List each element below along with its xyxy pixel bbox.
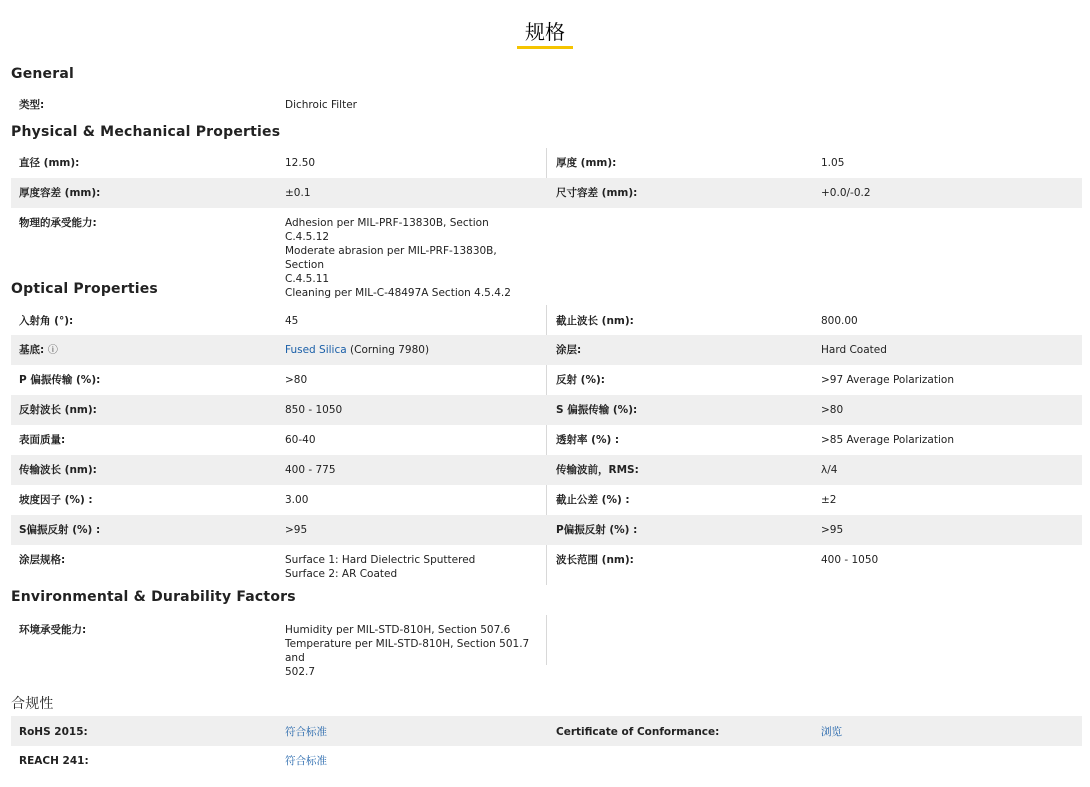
rohs-compliant-link[interactable]: 符合标准 — [285, 726, 327, 738]
spec-value-multiline — [285, 623, 535, 679]
section-heading-optical: Optical Properties — [11, 281, 158, 297]
spec-label: S偏振反射 (%) : — [19, 524, 101, 536]
spec-value: >95 — [821, 524, 844, 536]
table-row — [11, 615, 1082, 678]
section-heading-environmental: Environmental & Durability Factors — [11, 589, 296, 605]
spec-value: 850 - 1050 — [285, 404, 343, 416]
spec-value-line: Humidity per MIL-STD-810H, Section 507.6 — [285, 624, 511, 636]
spec-label: 物理的承受能力: — [19, 217, 97, 229]
certificate-view-link[interactable]: 浏览 — [821, 726, 842, 738]
table-environmental — [11, 615, 1082, 678]
spec-label: Certificate of Conformance: — [556, 726, 720, 738]
table-row — [11, 305, 1082, 335]
spec-label: 透射率 (%) : — [556, 434, 620, 446]
spec-value: 1.05 — [821, 157, 845, 169]
spec-value-line: Surface 2: AR Coated — [285, 568, 398, 580]
table-compliance — [11, 716, 1082, 776]
table-row — [11, 92, 1082, 120]
spec-value-rest: (Corning 7980) — [346, 344, 430, 356]
spec-label: 类型: — [19, 99, 45, 111]
spec-label: 传输波前，RMS: — [556, 464, 639, 476]
spec-value-line: Temperature per MIL-STD-810H, Section 501.7 and — [285, 638, 530, 664]
spec-value: 400 - 1050 — [821, 554, 879, 566]
spec-label: P偏振反射 (%) : — [556, 524, 638, 536]
spec-value: Dichroic Filter — [285, 99, 357, 111]
spec-value-line: 502.7 — [285, 666, 316, 678]
spec-value: >95 — [285, 524, 308, 536]
spec-value: λ/4 — [821, 464, 838, 476]
section-heading-compliance: 合规性 — [11, 696, 54, 712]
spec-label: RoHS 2015: — [19, 726, 88, 738]
spec-value-line: Moderate abrasion per MIL-PRF-13830B, Section — [285, 245, 497, 271]
spec-value — [285, 343, 535, 357]
spec-value: 3.00 — [285, 494, 309, 506]
spec-label: P 偏振传输 (%): — [19, 374, 101, 386]
spec-value: 45 — [285, 315, 299, 327]
spec-label: 厚度容差 (mm): — [19, 187, 101, 199]
reach-compliant-link[interactable]: 符合标准 — [285, 755, 327, 767]
table-row — [11, 485, 1082, 515]
spec-value: 60-40 — [285, 434, 316, 446]
spec-label: 涂层规格: — [19, 554, 66, 566]
table-row — [11, 425, 1082, 455]
spec-label: 涂层: — [556, 344, 582, 356]
spec-label: 传输波长 (nm): — [19, 464, 97, 476]
spec-label: 波长范围 (nm): — [556, 554, 634, 566]
info-icon[interactable]: ⓘ — [47, 345, 58, 356]
table-row — [11, 148, 1082, 178]
spec-value: 800.00 — [821, 315, 858, 327]
table-row — [11, 395, 1082, 425]
section-heading-general: General — [11, 66, 74, 82]
spec-value: >80 — [821, 404, 844, 416]
table-row — [11, 515, 1082, 545]
spec-value-multiline — [285, 553, 535, 581]
table-row — [11, 335, 1082, 365]
table-general — [11, 92, 1082, 120]
spec-value-line: Surface 1: Hard Dielectric Sputtered — [285, 554, 476, 566]
table-row — [11, 178, 1082, 208]
spec-value-line: C.4.5.11 — [285, 273, 330, 285]
table-row — [11, 746, 1082, 776]
spec-label: 截止波长 (nm): — [556, 315, 634, 327]
table-row — [11, 455, 1082, 485]
spec-value: >85 Average Polarization — [821, 434, 954, 446]
spec-value: 400 - 775 — [285, 464, 336, 476]
table-row — [11, 545, 1082, 589]
spec-label: 入射角 (°): — [19, 315, 74, 327]
spec-value: Hard Coated — [821, 344, 887, 356]
spec-label: REACH 241: — [19, 755, 89, 767]
spec-value: +0.0/-0.2 — [821, 187, 871, 199]
spec-value: ±2 — [821, 494, 837, 506]
spec-value: >97 Average Polarization — [821, 374, 954, 386]
spec-value-multiline — [285, 216, 535, 300]
spec-label: 截止公差 (%) : — [556, 494, 630, 506]
page-title: 规格 — [517, 20, 573, 49]
spec-label: 直径 (mm): — [19, 157, 80, 169]
spec-label: 反射波长 (nm): — [19, 404, 97, 416]
table-row — [11, 365, 1082, 395]
spec-value: >80 — [285, 374, 308, 386]
spec-label: 坡度因子 (%) : — [19, 494, 93, 506]
spec-value: ±0.1 — [285, 187, 311, 199]
section-heading-physical: Physical & Mechanical Properties — [11, 124, 281, 140]
spec-label: 厚度 (mm): — [556, 157, 617, 169]
spec-label: S 偏振传输 (%): — [556, 404, 638, 416]
spec-value-line: Adhesion per MIL-PRF-13830B, Section C.4.5.12 — [285, 217, 489, 243]
spec-label: 表面质量: — [19, 434, 66, 446]
spec-label-text: 基底: — [19, 344, 45, 356]
spec-label: 环境承受能力: — [19, 624, 87, 636]
spec-label: 反射 (%): — [556, 374, 605, 386]
spec-label — [19, 343, 58, 358]
fused-silica-link[interactable]: Fused Silica — [285, 344, 347, 356]
title-wrap — [0, 20, 1090, 49]
spec-label: 尺寸容差 (mm): — [556, 187, 638, 199]
spec-value: 12.50 — [285, 157, 316, 169]
spec-value-line: Cleaning per MIL-C-48497A Section 4.5.4.2 — [285, 287, 511, 299]
table-row — [11, 716, 1082, 746]
table-optical — [11, 305, 1082, 589]
